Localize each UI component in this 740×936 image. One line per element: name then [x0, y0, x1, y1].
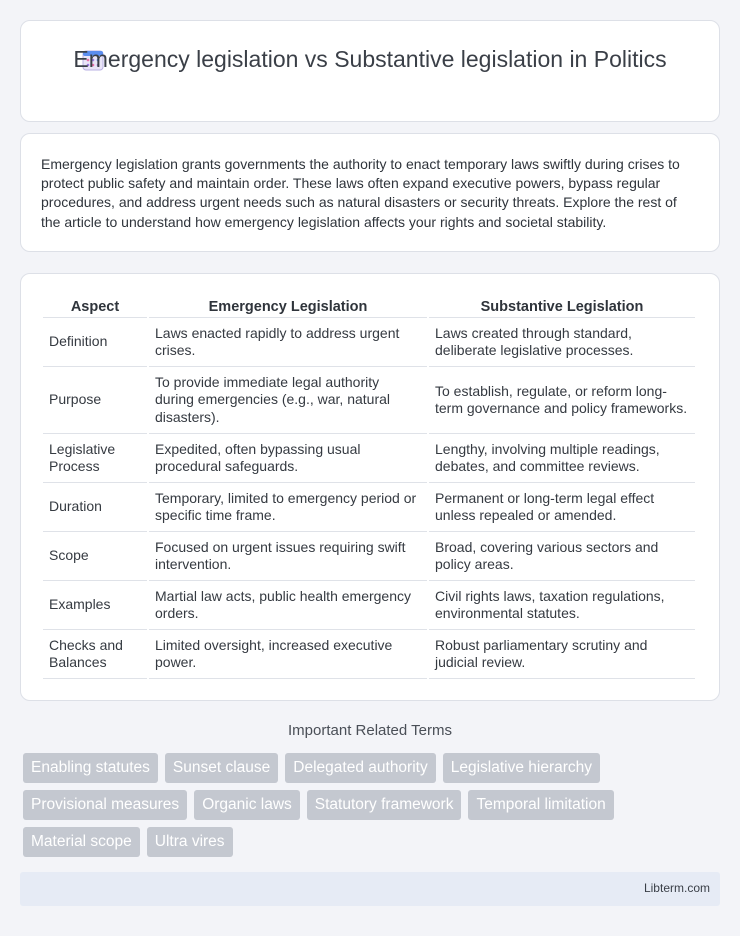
emergency-cell: Expedited, often bypassing usual procedural safeguards.	[149, 434, 427, 483]
related-terms-heading: Important Related Terms	[288, 722, 452, 739]
emergency-cell: Limited oversight, increased executive power.	[149, 630, 427, 679]
term-tag[interactable]: Material scope	[23, 827, 140, 857]
header-emergency: Emergency Legislation	[149, 296, 427, 318]
comparison-card	[20, 273, 720, 701]
substantive-cell: Civil rights laws, taxation regulations, environmental statutes.	[429, 581, 695, 630]
title-card	[20, 20, 720, 122]
term-tag[interactable]: Provisional measures	[23, 790, 187, 820]
table-row	[43, 483, 695, 532]
aspect-cell: Definition	[43, 318, 147, 367]
term-tag[interactable]: Enabling statutes	[23, 753, 158, 783]
header-aspect: Aspect	[43, 296, 147, 318]
substantive-cell: Permanent or long-term legal effect unless repealed or amended.	[429, 483, 695, 532]
term-tag[interactable]: Ultra vires	[147, 827, 233, 857]
table-row	[43, 630, 695, 679]
footer-site-link[interactable]: Libterm.com	[643, 881, 710, 895]
header-substantive: Substantive Legislation	[429, 296, 695, 318]
table-row	[43, 581, 695, 630]
aspect-cell: Duration	[43, 483, 147, 532]
aspect-cell: Examples	[43, 581, 147, 630]
related-terms-list	[23, 753, 723, 857]
emergency-cell: Temporary, limited to emergency period or specific time frame.	[149, 483, 427, 532]
emergency-cell: Martial law acts, public health emergency orders.	[149, 581, 427, 630]
term-tag[interactable]: Sunset clause	[165, 753, 278, 783]
term-tag[interactable]: Temporal limitation	[468, 790, 613, 820]
term-tag[interactable]: Statutory framework	[307, 790, 462, 820]
term-tag[interactable]: Delegated authority	[285, 753, 435, 783]
aspect-cell: Checks and Balances	[43, 630, 147, 679]
substantive-cell: To establish, regulate, or reform long-term governance and policy frameworks.	[429, 367, 695, 434]
term-tag[interactable]: Organic laws	[194, 790, 300, 820]
emergency-cell: To provide immediate legal authority during emergencies (e.g., war, natural disasters).	[149, 367, 427, 434]
substantive-cell: Robust parliamentary scrutiny and judicial review.	[429, 630, 695, 679]
emergency-cell: Laws enacted rapidly to address urgent crises.	[149, 318, 427, 367]
substantive-cell: Lengthy, involving multiple readings, debates, and committee reviews.	[429, 434, 695, 483]
table-row	[43, 532, 695, 581]
intro-paragraph: Emergency legislation grants governments the authority to enact temporary laws swiftly during crises to protect public safety and maintain order. These laws often expand executive powers, bypass regular procedures, and address urgent needs such as natural disasters or security threats. Explore the rest of the article to understand how emergency legislation affects your rights and societal stability.	[41, 156, 680, 230]
table-row	[43, 367, 695, 434]
comparison-table	[41, 296, 697, 679]
table-row	[43, 318, 695, 367]
substantive-cell: Broad, covering various sectors and policy areas.	[429, 532, 695, 581]
aspect-cell: Legislative Process	[43, 434, 147, 483]
emergency-cell: Focused on urgent issues requiring swift intervention.	[149, 532, 427, 581]
term-tag[interactable]: Legislative hierarchy	[443, 753, 600, 783]
page-title: Emergency legislation vs Substantive legislation in Politics	[73, 46, 667, 72]
aspect-cell: Scope	[43, 532, 147, 581]
table-row	[43, 434, 695, 483]
footer-bar	[20, 872, 720, 906]
intro-card	[20, 133, 720, 252]
substantive-cell: Laws created through standard, deliberate legislative processes.	[429, 318, 695, 367]
table-header-row	[43, 296, 695, 318]
aspect-cell: Purpose	[43, 367, 147, 434]
